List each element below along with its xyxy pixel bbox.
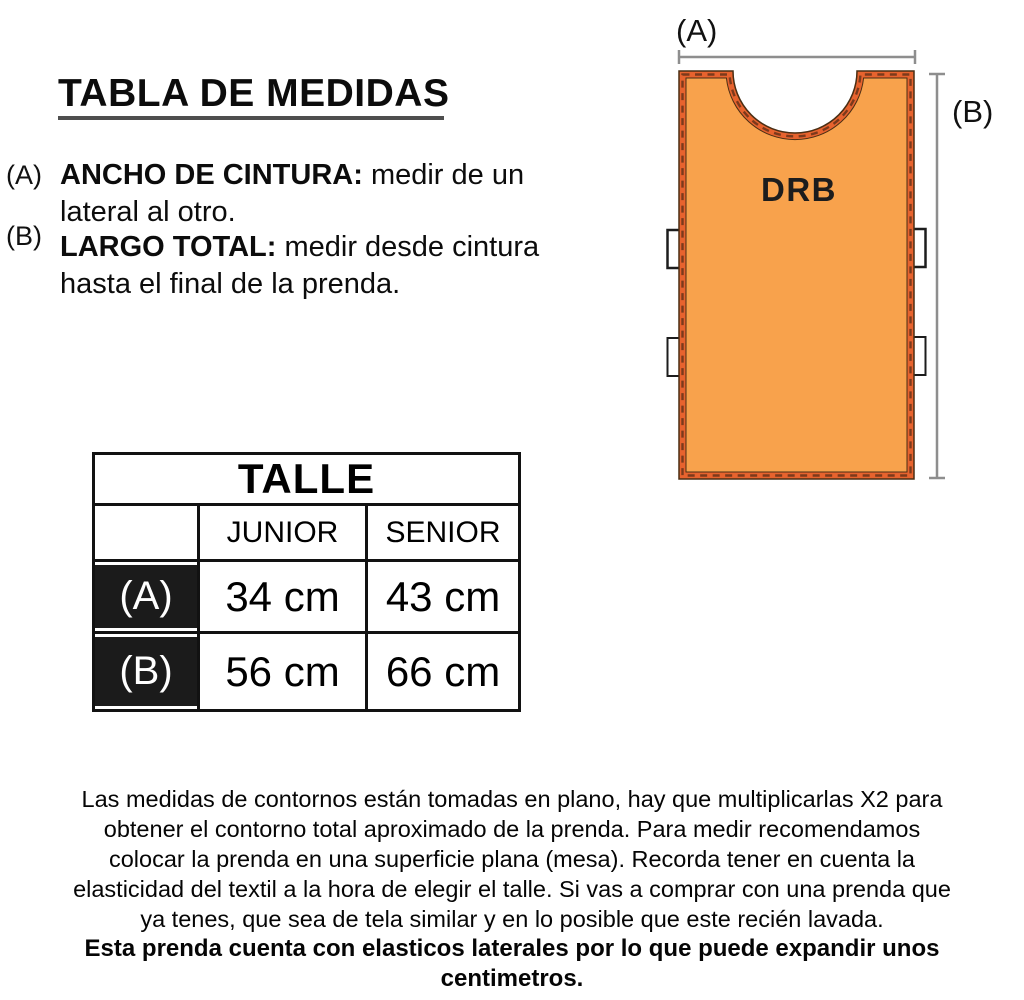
table-row xyxy=(94,561,520,633)
footer-line: obtener el contorno total aproximado de la prenda. Para medir recomendamos xyxy=(103,816,921,842)
definition-marker-b: (B) xyxy=(6,221,42,251)
length-measure-label: (B) xyxy=(952,94,994,129)
page-title: TABLA DE MEDIDAS xyxy=(58,72,450,115)
value-a-junior: 34 cm xyxy=(199,561,367,633)
value-b-junior: 56 cm xyxy=(199,633,367,711)
size-table-title: TALLE xyxy=(94,454,520,505)
value-b-senior: 66 cm xyxy=(367,633,520,711)
row-label-a: (A) xyxy=(94,561,199,633)
footer-bold-line: centimetros. xyxy=(440,965,584,992)
footer-note xyxy=(0,784,1024,994)
value-a-senior: 43 cm xyxy=(367,561,520,633)
footer-line: ya tenes, que sea de tela similar y en lo posible que este recién lavada. xyxy=(140,906,884,932)
size-table-corner-cell xyxy=(94,505,199,561)
column-header-senior: SENIOR xyxy=(367,505,520,561)
width-measure-label: (A) xyxy=(676,13,718,48)
definition-marker-a: (A) xyxy=(6,160,42,190)
footer-line: elasticidad del textil a la hora de elegir el talle. Si vas a comprar con una prenda que xyxy=(73,876,951,902)
size-table xyxy=(92,452,521,712)
footer-line: Las medidas de contornos están tomadas en plano, hay que multiplicarlas X2 para xyxy=(81,786,943,812)
title-underline xyxy=(58,116,444,120)
definition-b xyxy=(60,229,565,303)
definition-a-term: ANCHO DE CINTURA: xyxy=(60,159,363,191)
definition-a xyxy=(60,157,565,231)
row-label-b: (B) xyxy=(94,633,199,711)
width-measure-line xyxy=(679,50,915,64)
column-header-junior: JUNIOR xyxy=(199,505,367,561)
length-measure-line xyxy=(929,74,945,478)
garment-diagram xyxy=(650,0,1010,510)
table-row xyxy=(94,633,520,711)
definition-b-term: LARGO TOTAL: xyxy=(60,231,277,263)
definition-a-description: medir de un lateral al otro. xyxy=(60,159,525,228)
definition-b-description: medir desde cintura hasta el final de la prenda. xyxy=(60,231,540,300)
footer-line: colocar la prenda en una superficie plana (mesa). Recorda tener en cuenta la xyxy=(108,846,915,872)
brand-label: DRB xyxy=(761,171,837,208)
footer-bold-line: Esta prenda cuenta con elasticos laterales por lo que puede expandir unos xyxy=(84,935,940,962)
